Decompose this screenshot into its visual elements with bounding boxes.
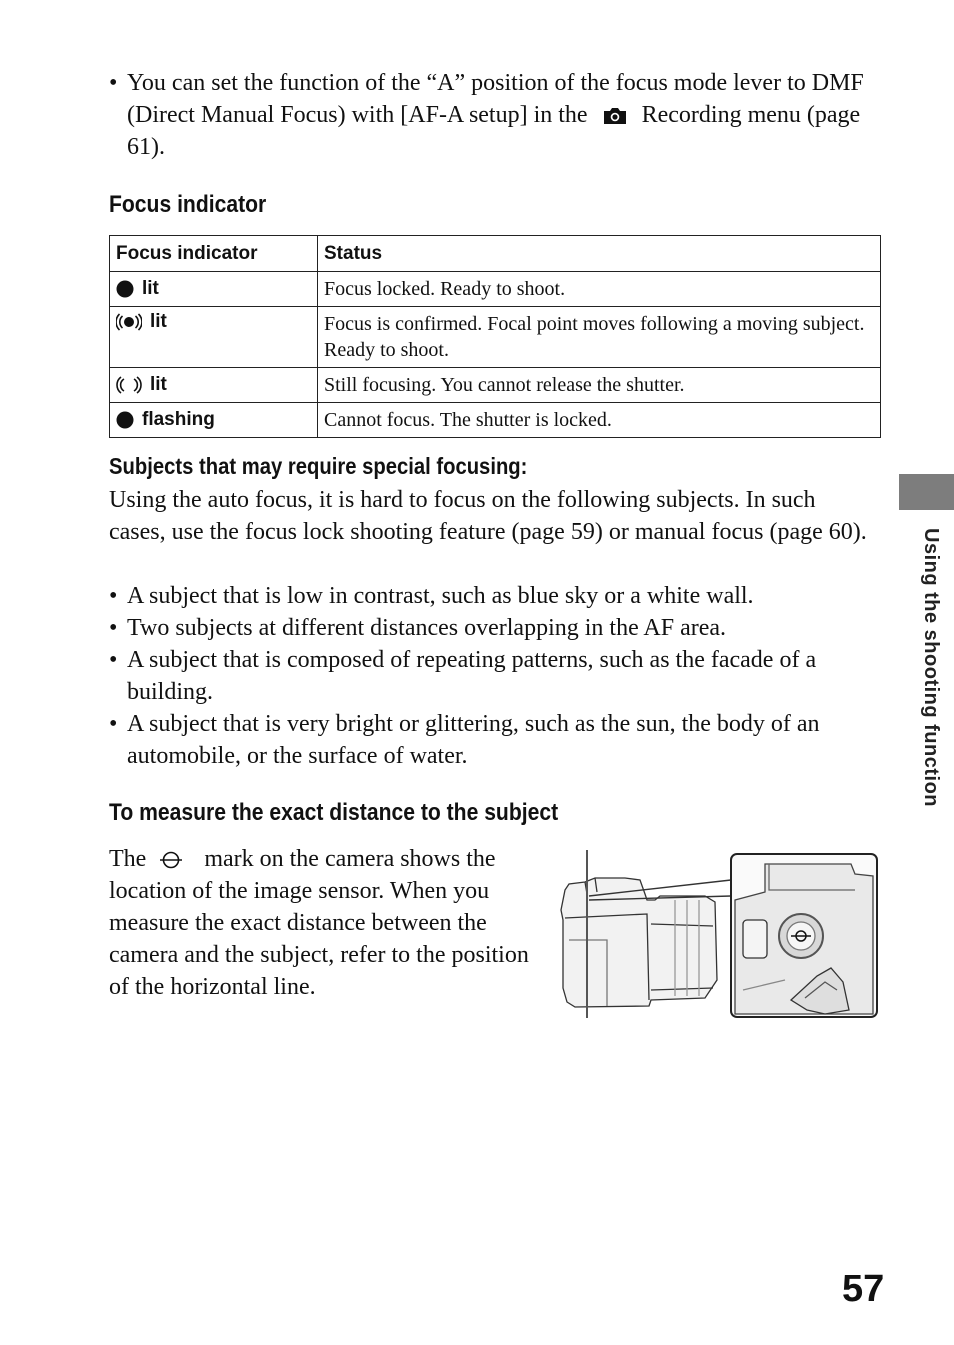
table-header-status: Status [318, 236, 881, 272]
page-number: 57 [842, 1268, 885, 1310]
special-focusing-heading: Subjects that may require special focusing: [109, 453, 528, 479]
list-item-text: A subject that is very bright or glittering, such as the sun, the body of an automobile, or the surface of water. [127, 711, 820, 769]
section-tab [899, 474, 954, 510]
status-cell: Focus locked. Ready to shoot. [318, 272, 881, 307]
focus-indicator-table [109, 235, 881, 438]
measure-text-part2: mark on the camera shows the location of the image sensor. When you measure the exact distance between the camera and the subject, refer to the position of the horizontal line. [109, 846, 529, 1000]
indicator-label: lit [142, 278, 159, 299]
indicator-label: lit [150, 311, 167, 332]
status-cell: Focus is confirmed. Focal point moves following a moving subject. Ready to shoot. [318, 307, 881, 368]
image-sensor-mark-icon [158, 850, 184, 870]
status-cell: Cannot focus. The shutter is locked. [318, 403, 881, 438]
measure-heading: To measure the exact distance to the subject [109, 799, 559, 826]
section-label: Using the shooting function [920, 528, 942, 808]
indicator-label: lit [150, 374, 167, 395]
indicator-label: flashing [142, 409, 215, 430]
camera-icon [602, 106, 628, 126]
indicator-cell [110, 272, 318, 307]
intro-text-part1: You can set the function of the “A” position of the focus mode lever to DMF (Direct Manual Focus) with [AF-A setup] in the [127, 70, 864, 128]
table-row [110, 368, 881, 403]
measure-text-part1: The [109, 846, 147, 872]
list-item: • A subject that is very bright or glittering, such as the sun, the body of an automobile, or the surface of water. [109, 708, 869, 772]
table-row [110, 307, 881, 368]
list-item: • Two subjects at different distances overlapping in the AF area. [109, 612, 869, 644]
indicator-cell [110, 368, 318, 403]
focus-indicator-heading: Focus indicator [109, 191, 267, 218]
list-item-text: A subject that is composed of repeating patterns, such as the facade of a building. [127, 647, 817, 705]
measure-text [109, 843, 529, 1003]
list-item-text: Two subjects at different distances overlapping in the AF area. [127, 615, 727, 641]
double-arcs-icon [116, 376, 142, 394]
intro-bullet [109, 67, 869, 163]
list-item-text: A subject that is low in contrast, such as blue sky or a white wall. [127, 583, 754, 609]
list-item: • A subject that is low in contrast, such as blue sky or a white wall. [109, 580, 869, 612]
indicator-cell [110, 307, 318, 368]
filled-circle-icon [116, 411, 134, 429]
bullet-dot: • [109, 70, 118, 96]
circle-with-double-arcs-icon [116, 313, 142, 331]
filled-circle-icon [116, 280, 134, 298]
table-header-indicator: Focus indicator [110, 236, 318, 272]
camera-illustration [555, 850, 881, 1020]
indicator-cell [110, 403, 318, 438]
table-row [110, 403, 881, 438]
intro-text-part2: Recording menu (page 61). [127, 102, 861, 160]
special-focusing-intro: Using the auto focus, it is hard to focus on the following subjects. In such cases, use the focus lock shooting feature (page 59) or manual focus (page 60). [109, 487, 867, 545]
table-row [110, 272, 881, 307]
status-cell: Still focusing. You cannot release the shutter. [318, 368, 881, 403]
special-focusing-list [109, 580, 869, 772]
list-item: • A subject that is composed of repeating patterns, such as the facade of a building. [109, 644, 869, 708]
table-header-row [110, 236, 881, 272]
